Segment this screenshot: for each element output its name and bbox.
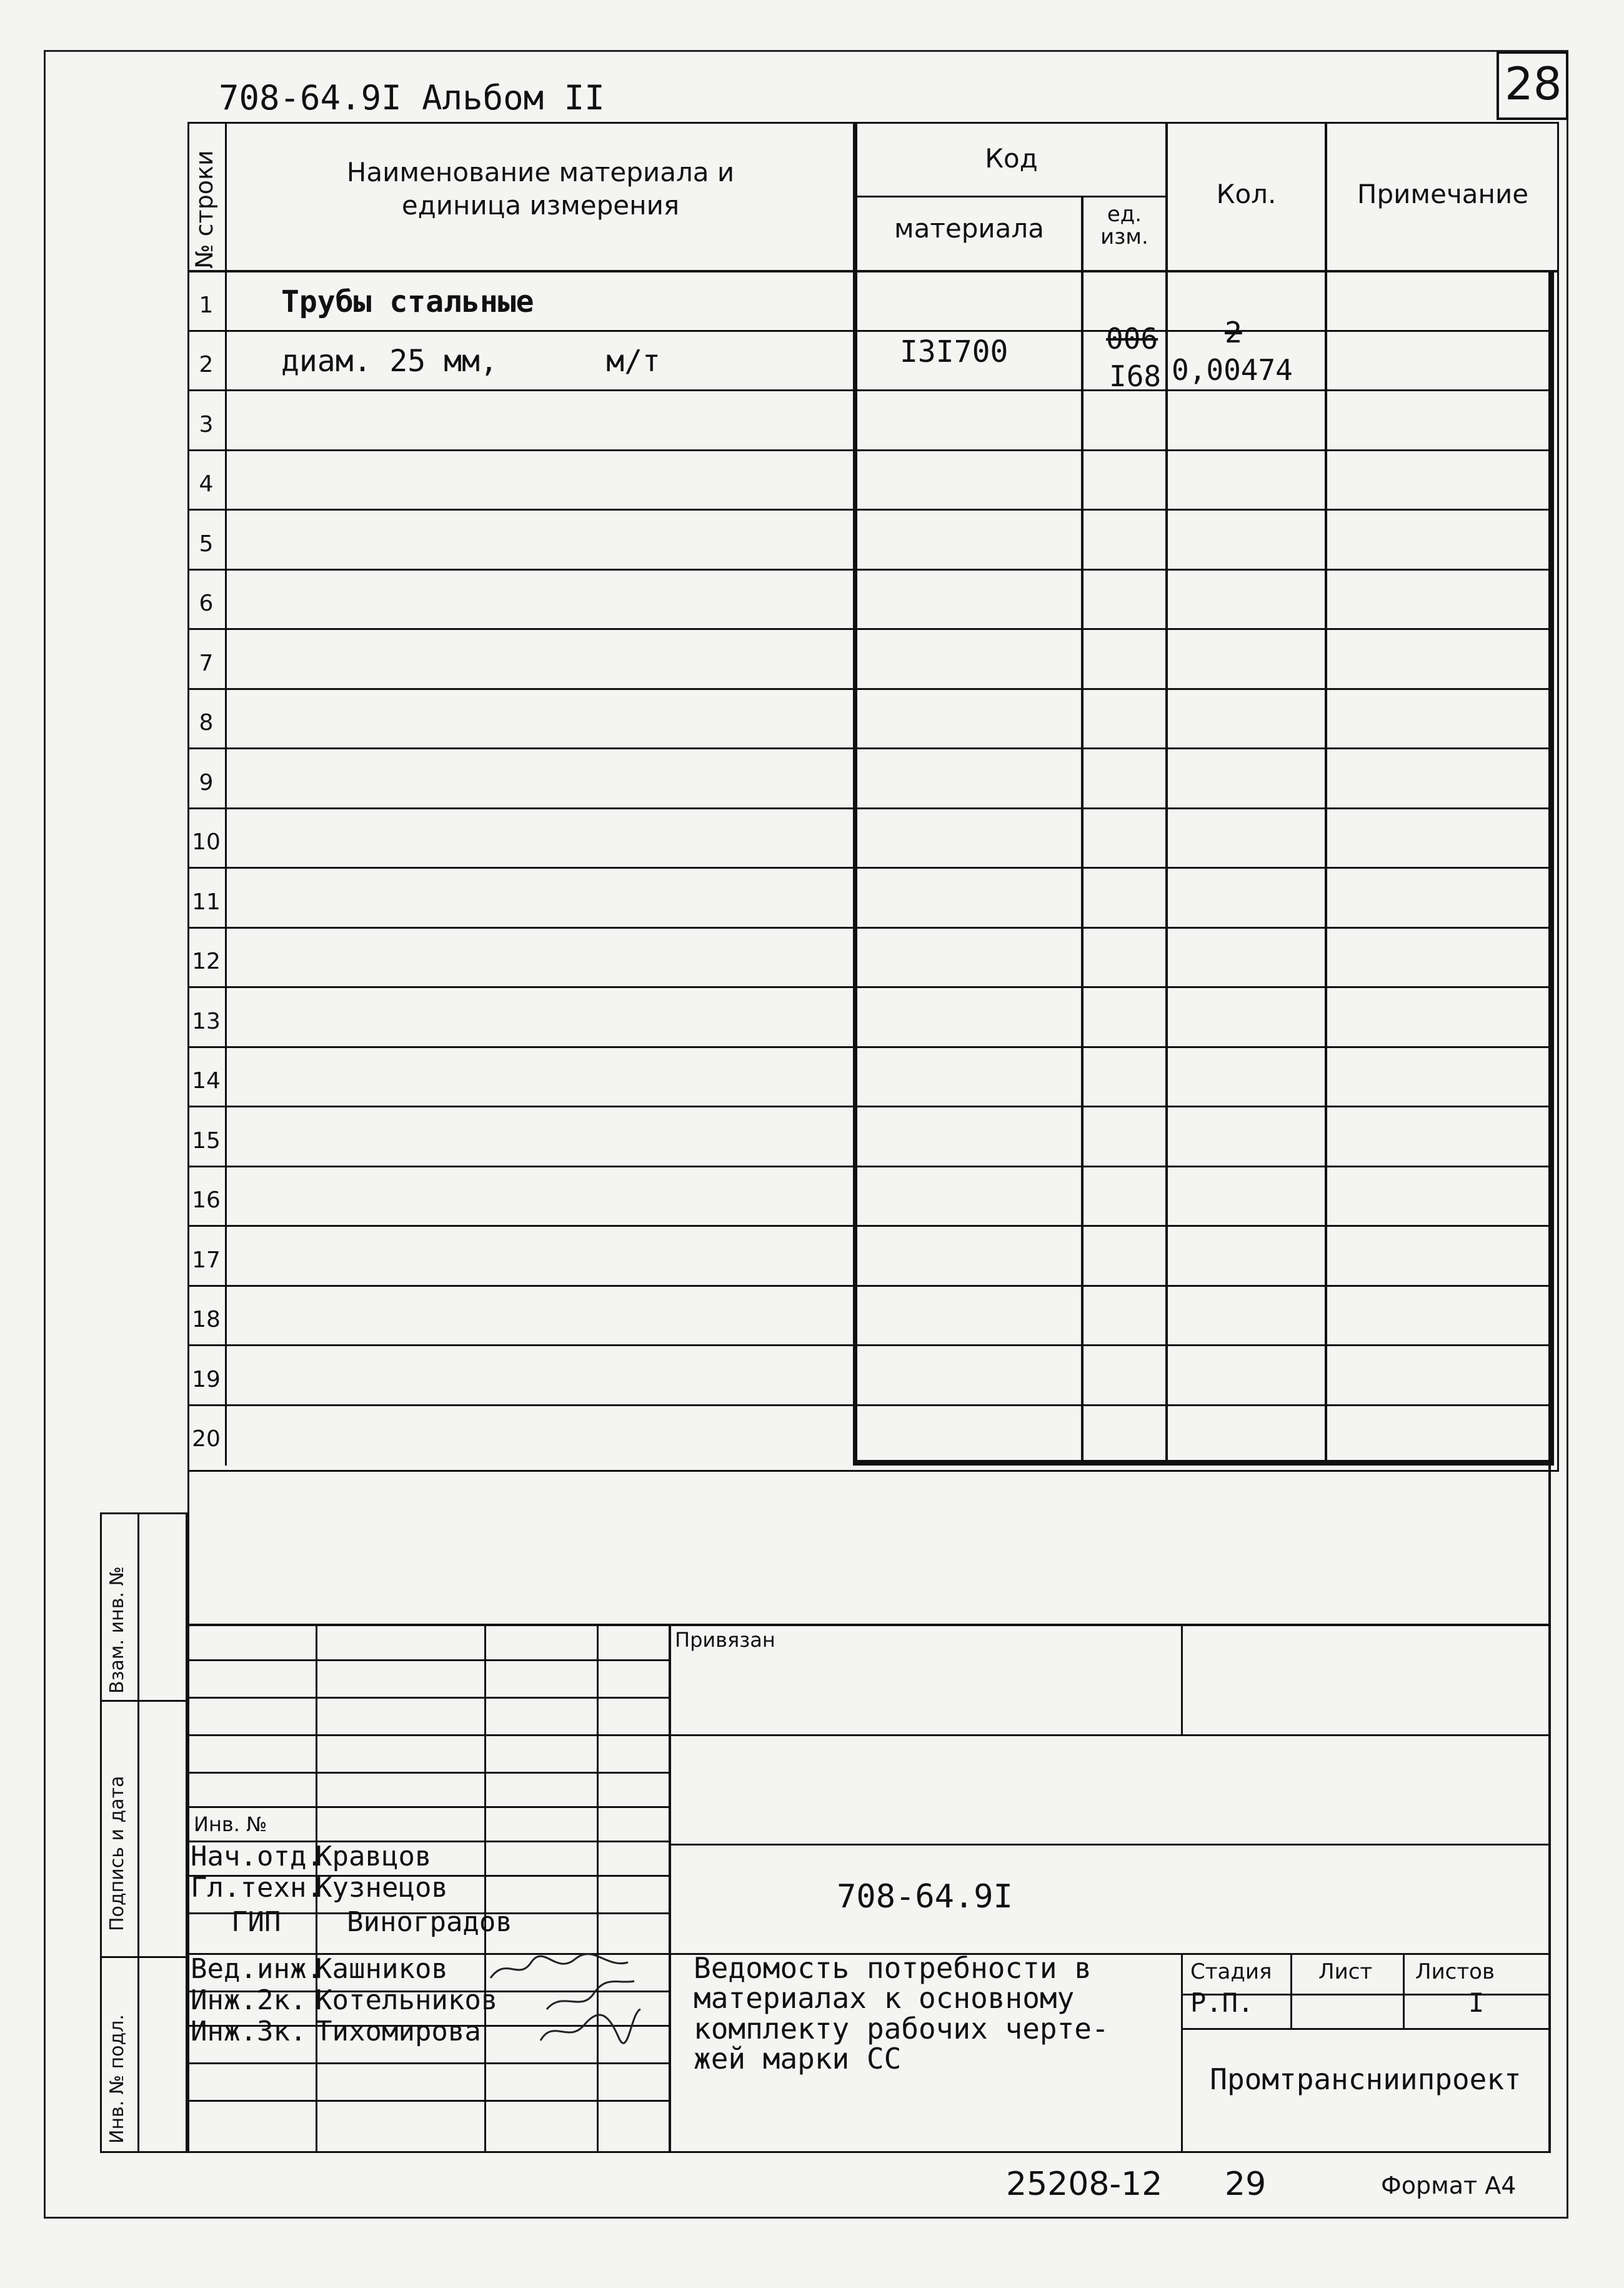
stage-label: Стадия: [1190, 1959, 1272, 1984]
person-role: ГИП: [231, 1906, 281, 1938]
person-name: Кузнецов: [316, 1872, 448, 1904]
doc-code: 708-64.9I: [837, 1878, 1013, 1916]
row-number: 8: [199, 710, 214, 736]
table-row-divider: [187, 1404, 1551, 1406]
row-2-unit: I68: [1109, 359, 1162, 393]
person-role: Нач.отд.: [191, 1841, 323, 1872]
sheets-label: Листов: [1415, 1959, 1495, 1984]
table-row-divider: [187, 628, 1551, 630]
row-number-header: № строки: [191, 150, 218, 269]
sign-date-label: Подпись и дата: [106, 1776, 128, 1931]
person-role: Вед.инж.: [191, 1953, 323, 1985]
table-frame: [187, 122, 1559, 1472]
person-role: Гл.техн.: [191, 1872, 323, 1904]
table-row-divider: [187, 747, 1551, 749]
row-2-material: I3I700: [900, 334, 1009, 369]
name-column-header: Наименование материала и единица измерения: [346, 157, 735, 221]
person-name: Кашников: [316, 1953, 448, 1985]
signature-tikhomirova: [537, 2006, 644, 2056]
person-name: Тихомирова: [316, 2016, 481, 2047]
row-number: 18: [192, 1307, 221, 1332]
archive-number: 25208-12: [1006, 2166, 1163, 2203]
person-name: Кравцов: [316, 1841, 432, 1872]
table-row-divider: [187, 867, 1551, 869]
table-row-divider: [187, 927, 1551, 929]
person-name: Котельников: [316, 1984, 498, 2016]
organization: Промтрансниипроект: [1210, 2062, 1522, 2096]
table-row-divider: [187, 1225, 1551, 1227]
table-row-divider: [187, 1046, 1551, 1048]
table-row-divider: [187, 1285, 1551, 1287]
row-number: 15: [192, 1128, 221, 1154]
title-block-grid-line: [187, 1734, 671, 1736]
row-number: 20: [192, 1426, 221, 1452]
row-number: 4: [199, 471, 214, 497]
format-label: Формат А4: [1381, 2172, 1517, 2199]
row-number: 1: [199, 292, 214, 318]
person-name: Виноградов: [347, 1906, 512, 1938]
row-number: 13: [192, 1009, 221, 1034]
title-block-grid-line: [187, 1697, 671, 1699]
row-number: 12: [192, 949, 221, 974]
inv-orig-label: Инв. № подл.: [106, 2014, 128, 2144]
doc-title: Ведомость потребности в материалах к основному комплекту рабочих черте- жей марки СС: [694, 1951, 1109, 2076]
code-material-header: материала: [894, 213, 1044, 244]
inv-replace-label: Взам. инв. №: [106, 1566, 128, 1694]
sheets-value: I: [1468, 1987, 1485, 2018]
table-row-divider: [187, 449, 1551, 451]
title-block-grid-line: [187, 2100, 671, 2102]
row-2-name: диам. 25 мм, м/т: [281, 344, 660, 379]
row-number: 16: [192, 1187, 221, 1213]
table-row-divider: [187, 807, 1551, 809]
inv-no-label: Инв. №: [194, 1812, 267, 1836]
row-number: 3: [199, 412, 214, 437]
archive-page: 29: [1225, 2166, 1267, 2203]
qty-column-header: Кол.: [1216, 179, 1277, 209]
row-2-qty: 0,00474: [1172, 353, 1293, 387]
row-number: 7: [199, 651, 214, 676]
title-block-grid-line: [187, 1659, 671, 1661]
person-role: Инж.2к.: [191, 1984, 307, 2016]
table-row-divider: [187, 1166, 1551, 1167]
stage-value: Р.П.: [1190, 1987, 1254, 2018]
header-divider: [187, 270, 1559, 272]
table-row-divider: [187, 509, 1551, 511]
table-row-divider: [187, 986, 1551, 988]
row-1-qty: 2: [1225, 316, 1242, 349]
row-number: 9: [199, 770, 214, 796]
table-row-divider: [187, 389, 1551, 391]
row-1-unit: 006: [1106, 322, 1158, 356]
row-number: 2: [199, 352, 214, 377]
table-row-divider: [187, 1344, 1551, 1346]
row-number: 17: [192, 1247, 221, 1273]
album-reference: 708-64.9I Альбом II: [219, 78, 605, 117]
row-number: 6: [199, 591, 214, 616]
table-row-divider: [187, 688, 1551, 690]
table-row-divider: [187, 569, 1551, 571]
title-block-grid-line: [187, 2062, 671, 2064]
row-number: 14: [192, 1068, 221, 1094]
title-block-grid-line: [187, 1806, 671, 1808]
row-number: 19: [192, 1367, 221, 1392]
row-number: 10: [192, 829, 221, 855]
person-role: Инж.3к.: [191, 2016, 307, 2047]
note-column-header: Примечание: [1357, 179, 1529, 209]
sheet-label: Лист: [1318, 1959, 1373, 1984]
code-unit-header: ед. изм.: [1100, 202, 1148, 249]
table-row-divider: [187, 330, 1551, 332]
title-block-grid-line: [187, 1772, 671, 1774]
tied-label: Привязан: [675, 1628, 775, 1652]
code-column-header: Код: [985, 143, 1038, 174]
row-number: 5: [199, 531, 214, 557]
row-1-name: Трубы стальные: [281, 284, 534, 319]
table-row-divider: [187, 1106, 1551, 1107]
row-number: 11: [192, 889, 221, 915]
page-number: 28: [1505, 57, 1562, 110]
